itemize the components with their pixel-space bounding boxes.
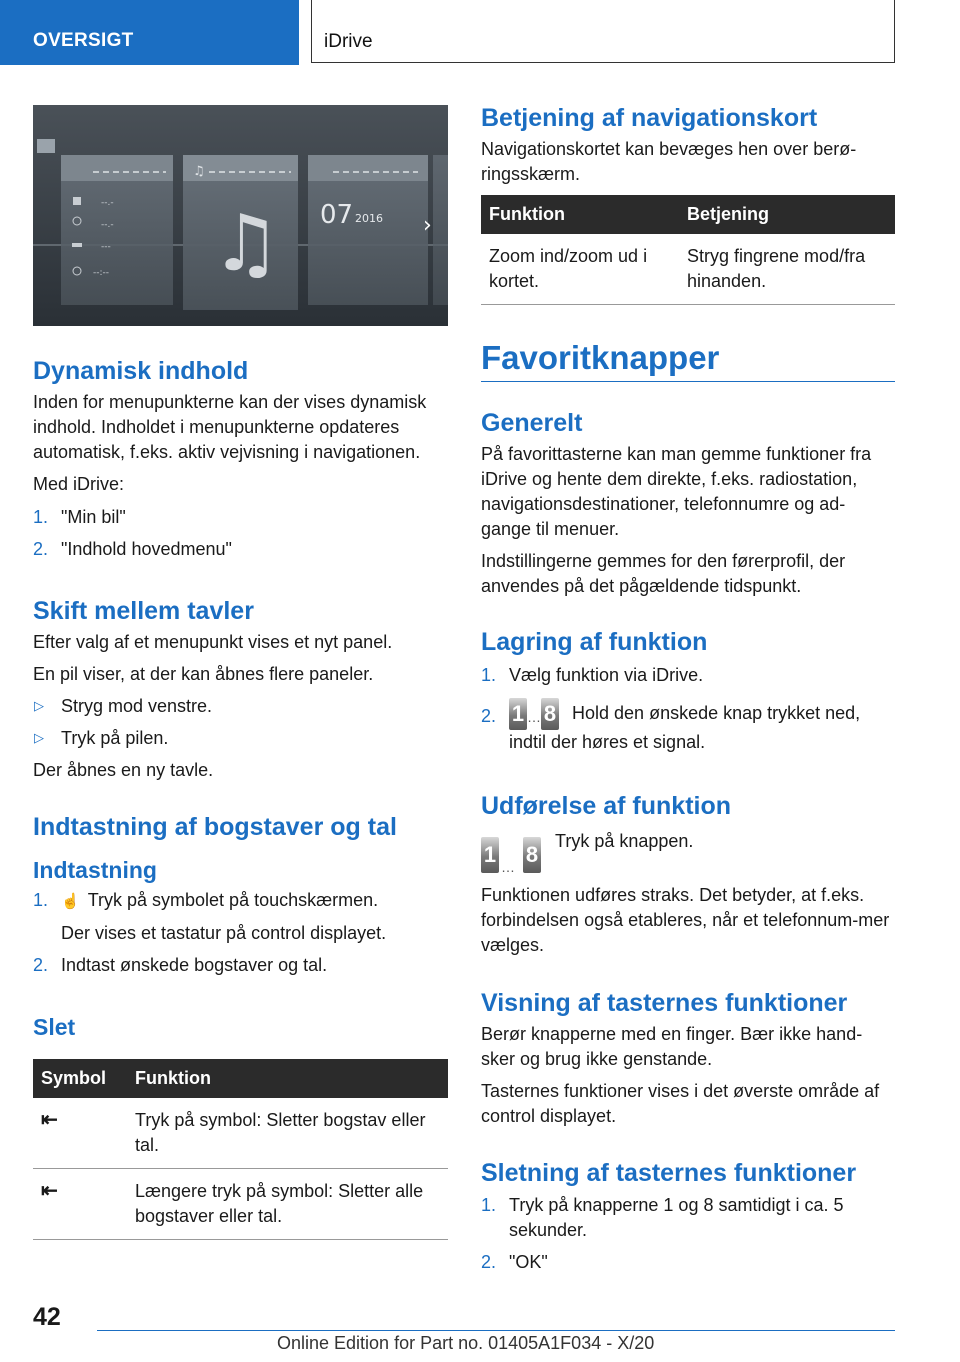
screen-date-year: 2016 [355,212,383,225]
table-cell: Længere tryk på symbol: Sletter alle bogstaver eller tal. [127,1169,448,1240]
triangle-bullet-icon: ▷ [34,698,44,713]
execute-section [481,792,895,958]
table-header: Symbol [33,1059,127,1098]
list-item: 2. Indtast ønskede bogstaver og tal. [33,955,328,975]
exec-text-2: Funktionen udføres straks. Det betyder, at f.eks. forbindelsen også etableres, når et telefonnum‐mer vælges. [481,885,890,955]
dyn-heading: Dynamisk indhold [33,357,249,385]
del-heading: Sletning af tasternes funktioner [481,1159,857,1187]
exec-text: Tryk på knappen. [555,831,694,851]
list-item: ▷ Stryg mod venstre. [33,694,448,719]
nav-table [481,195,895,305]
dyn-text: Inden for menupunkterne kan der vises dynamisk indhold. Indholdet i menupunkterne opdateres automatisk, f.eks. aktiv vejvisning i navigationen. [33,392,427,462]
table-cell: Stryg fingrene mod/fra hinanden. [679,234,895,305]
screen-graphic [33,105,448,326]
switch-heading: Skift mellem tavler [33,597,254,625]
gen-text-1: På favorittasterne kan man gemme funktioner fra iDrive og hente dem direkte, f.eks. radiostation, navigationsdestinationer, telefonnumre og ad‐gange til menuer. [481,444,872,539]
list-item: 1. ☝ Tryk på symbolet på touchskærmen. [33,888,448,914]
footer-edition: Online Edition for Part no. 01405A1F034 - X/20 [277,1333,655,1353]
dots-icon: … [527,709,541,725]
list-item: 2. 1 … 8 Hold den ønskede knap trykket ned, indtil der høres et signal. [481,698,895,755]
table-header: Betjening [679,195,895,234]
key-8-icon: 8 [541,698,559,730]
fav-heading: Favoritknapper [481,339,720,376]
page-number: 42 [33,1303,61,1331]
switch-text-2: En pil viser, at der kan åbnes flere paneler. [33,664,374,684]
key-1-icon: 1 [481,837,499,873]
table-header: Funktion [127,1059,448,1098]
exec-heading: Udførelse af funktion [481,792,732,820]
favorites-title-block [481,339,895,382]
switch-panels-section [33,597,448,783]
menu-icon [37,139,55,153]
delete-section [33,1014,448,1240]
list-item: 1. "Min bil" [33,507,126,527]
list-item: 2. "Indhold hovedmenu" [33,539,232,559]
table-cell: Zoom ind/zoom ud i kortet. [481,234,679,305]
dyn-with: Med iDrive: [33,474,125,494]
table-row [33,1169,448,1240]
switch-text-1: Efter valg af et menupunkt vises et nyt panel. [33,632,393,652]
gen-heading: Generelt [481,409,583,437]
table-row [33,1098,448,1169]
save-heading: Lagring af funktion [481,628,708,656]
chapter-title: iDrive [324,31,373,52]
exec-line [481,831,895,877]
section-title: OVERSIGT [33,30,134,51]
general-section [481,409,895,599]
display-section [481,989,895,1129]
nav-section [481,104,895,305]
backspace-icon: ⇤ [33,1098,127,1169]
list-item: 2. "OK" [481,1252,548,1272]
disp-heading: Visning af tasternes funktioner [481,989,848,1017]
nav-heading: Betjening af navigationskort [481,104,818,132]
svg-text:---: --- [101,242,111,252]
delete-functions-section [481,1159,895,1275]
disp-text-2: Tasternes funktioner vises i det øverste område af control displayet. [481,1081,880,1126]
triangle-bullet-icon: ▷ [34,730,44,745]
key-1-icon: 1 [509,698,527,730]
music-note-icon: ♫ [211,199,281,289]
panel-arrow-icon: › [423,213,432,238]
section-tab [0,0,299,65]
backspace-icon: ⇤ [33,1169,127,1240]
save-section [481,628,895,755]
chapter-tab [311,0,895,63]
delete-heading: Slet [33,1014,76,1040]
list-item: 1. Tryk på knapperne 1 og 8 samtidigt i ca. 5 sekunder. [481,1195,844,1240]
svg-text:--.-: --.- [101,198,114,208]
svg-text:--:--: --:-- [93,268,110,278]
table-row [481,234,895,305]
key-8-icon: 8 [523,837,541,873]
disp-text-1: Berør knapperne med en finger. Bær ikke hand‐sker og brug ikke genstande. [481,1024,863,1069]
list-item: ▷ Tryk på pilen. [33,726,448,751]
idrive-screen-image [33,105,448,326]
list-item-cont: Der vises et tastatur på control displayet. [61,923,387,943]
input-heading: Indtastning af bogstaver og tal [33,813,397,841]
svg-text:♫: ♫ [193,164,205,179]
screen-date-day: 07 [320,200,354,230]
dynamic-content-section [33,357,448,562]
input-section [33,813,448,978]
nav-text: Navigationskortet kan bevæges hen over berø‐ringsskærm. [481,139,857,184]
list-item: 1. Vælg funktion via iDrive. [481,665,704,685]
table-header: Funktion [481,195,679,234]
gen-text-2: Indstillingerne gemmes for den førerprofil, der anvendes på det pågældende tidspunkt. [481,551,846,596]
footer-divider [97,1330,895,1331]
delete-table [33,1059,448,1240]
dots-icon: … [501,859,515,875]
svg-text:--.-: --.- [101,220,114,230]
touch-hand-icon: ☝ [61,893,80,910]
switch-text-3: Der åbnes en ny tavle. [33,760,214,780]
input-sub: Indtastning [33,857,157,883]
table-cell: Tryk på symbol: Sletter bogstav eller tal. [127,1098,448,1169]
